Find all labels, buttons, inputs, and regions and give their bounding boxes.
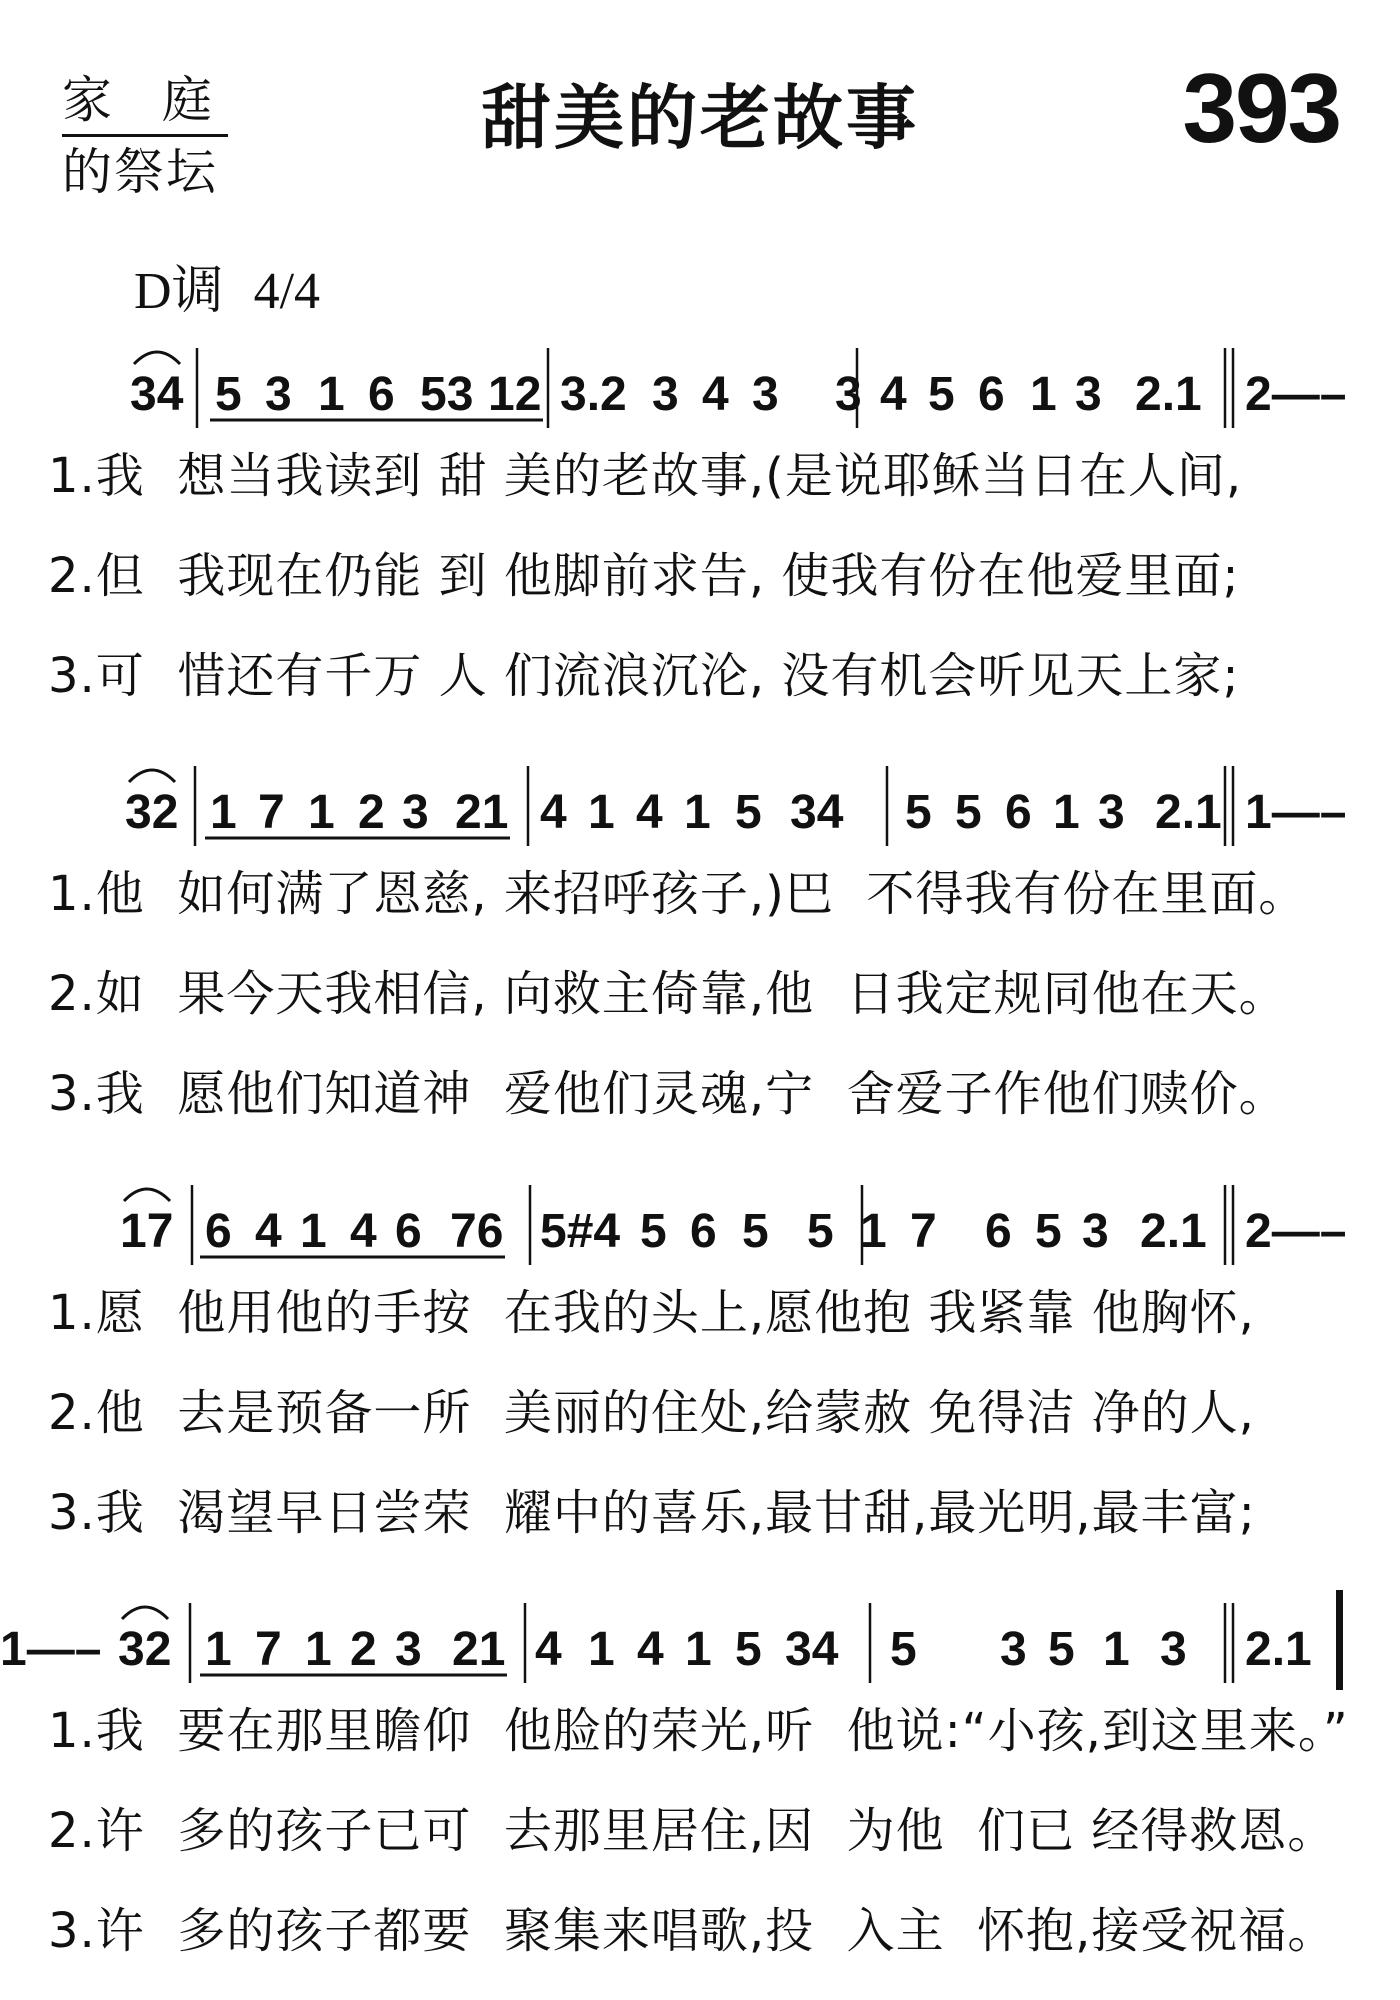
notation-note: 6 xyxy=(1005,786,1032,839)
category-label-bottom: 的祭坛 xyxy=(62,143,218,201)
notation-note: 76 xyxy=(450,1205,504,1258)
notation-note: 5#4 xyxy=(540,1205,621,1258)
notation-note: 2 xyxy=(358,786,385,839)
notation-note: 2.1 xyxy=(1245,1623,1312,1676)
notation-note: 6 xyxy=(978,368,1005,421)
notation-note: 5 xyxy=(890,1623,917,1676)
notation-note: 4 xyxy=(535,1623,562,1676)
notation-note: 5 xyxy=(735,1623,762,1676)
notation-note: 6 xyxy=(395,1205,422,1258)
notation-note: 12 xyxy=(488,368,542,421)
notation-note: 1 xyxy=(1103,1623,1130,1676)
notation-note: 2 xyxy=(350,1623,377,1676)
notation-note: 7 xyxy=(255,1623,282,1676)
notation-note: 5 xyxy=(955,786,982,839)
time-signature: 4/4 xyxy=(253,263,321,320)
notation-note: 53 xyxy=(420,368,474,421)
notation-note: 1 xyxy=(588,786,615,839)
notation-note: 7 xyxy=(910,1205,937,1258)
hymn-title: 甜美的老故事 xyxy=(481,77,919,159)
notation-note: 34 xyxy=(790,786,844,839)
notation-note: 2—– xyxy=(1245,368,1347,421)
lyric-line: 2.他 去是预备一所 美丽的住处,给蒙赦 免得洁 净的人, xyxy=(48,1385,1255,1441)
notation-note: 3.2 xyxy=(560,368,627,421)
key-label: D调 xyxy=(134,263,224,320)
final-barline xyxy=(1336,1590,1343,1690)
notation-note: 2—– xyxy=(1245,1205,1347,1258)
notation-note: 3 xyxy=(265,368,292,421)
notation-note: 2.1 xyxy=(1135,368,1202,421)
notation-note: 21 xyxy=(455,786,509,839)
lyric-line: 1.我 要在那里瞻仰 他脸的荣光,听 他说:“小孩,到这里来。” xyxy=(48,1703,1349,1759)
notation-note: 5 xyxy=(215,368,242,421)
lyric-line: 2.许 多的孩子已可 去那里居住,因 为他 们已 经得救恩。 xyxy=(48,1803,1337,1859)
notation-note: 1 xyxy=(588,1623,615,1676)
lyric-line: 1.愿 他用他的手按 在我的头上,愿他抱 我紧靠 他胸怀, xyxy=(48,1285,1255,1341)
notation-note: 32 xyxy=(125,786,179,839)
notation-note: 1 xyxy=(308,786,335,839)
notation-note: 4 xyxy=(540,786,567,839)
notation-note: 5 xyxy=(1048,1623,1075,1676)
notation-note: 1 xyxy=(300,1205,327,1258)
notation-note: 1 xyxy=(685,1623,712,1676)
lyric-line: 2.但 我现在仍能 到 他脚前求告, 使我有份在他爱里面; xyxy=(48,548,1240,604)
notation-note: 3 xyxy=(752,368,779,421)
notation-note: 2.1 xyxy=(1155,786,1222,839)
notation-note: 6 xyxy=(205,1205,232,1258)
slur xyxy=(134,352,180,364)
notation-note: 34 xyxy=(130,368,184,421)
lyric-line: 3.我 渴望早日尝荣 耀中的喜乐,最甘甜,最光明,最丰富; xyxy=(48,1485,1256,1541)
notation-note: 3 xyxy=(1000,1623,1027,1676)
lyric-line: 3.可 惜还有千万 人 们流浪沉沦, 没有机会听见天上家; xyxy=(48,648,1240,704)
notation-note: 5 xyxy=(640,1205,667,1258)
lyric-line: 2.如 果今天我相信, 向救主倚靠,他 日我定规同他在天。 xyxy=(48,966,1288,1022)
notation-note: 1 xyxy=(860,1205,887,1258)
notation-note: 5 xyxy=(742,1205,769,1258)
notation-note: 21 xyxy=(452,1623,506,1676)
notation-note: 5 xyxy=(928,368,955,421)
notation-note: 6 xyxy=(368,368,395,421)
lyric-line: 1.我 想当我读到 甜 美的老故事,(是说耶稣当日在人间, xyxy=(48,448,1243,504)
notation-note: 1 xyxy=(1030,368,1057,421)
notation-note: 4 xyxy=(637,1623,664,1676)
notation-note: 3 xyxy=(395,1623,422,1676)
notation-note: 1 xyxy=(205,1623,232,1676)
notation-note: 2.1 xyxy=(1140,1205,1207,1258)
notation-note: 1 xyxy=(684,786,711,839)
notation-note: 3 xyxy=(402,786,429,839)
notation-note: 34 xyxy=(785,1623,839,1676)
notation-note: 3 xyxy=(1098,786,1125,839)
notation-note: 3 xyxy=(652,368,679,421)
hymn-number: 393 xyxy=(1182,53,1340,163)
notation-note: 1 xyxy=(1053,786,1080,839)
slur xyxy=(124,1189,170,1201)
slur xyxy=(129,770,175,782)
notation-note: 4 xyxy=(702,368,729,421)
notation-note: 4 xyxy=(636,786,663,839)
notation-note: 3 xyxy=(1082,1205,1109,1258)
notation-note: 1 xyxy=(210,786,237,839)
notation-note: 1 xyxy=(318,368,345,421)
lyric-line: 3.许 多的孩子都要 聚集来唱歌,投 入主 怀抱,接受祝福。 xyxy=(48,1903,1337,1959)
category-label-top: 家 庭 xyxy=(62,71,214,129)
notation-note: 17 xyxy=(120,1205,174,1258)
notation-note: 3 xyxy=(1075,368,1102,421)
notation-note: 3 xyxy=(835,368,862,421)
notation-note: 4 xyxy=(255,1205,282,1258)
notation-note: 1—– xyxy=(1245,786,1347,839)
notation-note: 5 xyxy=(905,786,932,839)
notation-note: 5 xyxy=(735,786,762,839)
notation-note: 6 xyxy=(690,1205,717,1258)
notation-note: 5 xyxy=(807,1205,834,1258)
notation-note: 7 xyxy=(258,786,285,839)
lyric-line: 1.他 如何满了恩慈, 来招呼孩子,)巴 不得我有份在里面。 xyxy=(48,866,1308,922)
notation-note: 4 xyxy=(350,1205,377,1258)
notation-note: 32 xyxy=(118,1623,172,1676)
notation-note: 1 xyxy=(305,1623,332,1676)
notation-note: 5 xyxy=(1035,1205,1062,1258)
lyric-line: 3.我 愿他们知道神 爱他们灵魂,宁 舍爱子作他们赎价。 xyxy=(48,1066,1288,1122)
notation-note: 1—– xyxy=(0,1623,102,1676)
notation-note: 3 xyxy=(1160,1623,1187,1676)
notation-note: 4 xyxy=(880,368,907,421)
slur xyxy=(122,1607,168,1619)
notation-note: 6 xyxy=(985,1205,1012,1258)
